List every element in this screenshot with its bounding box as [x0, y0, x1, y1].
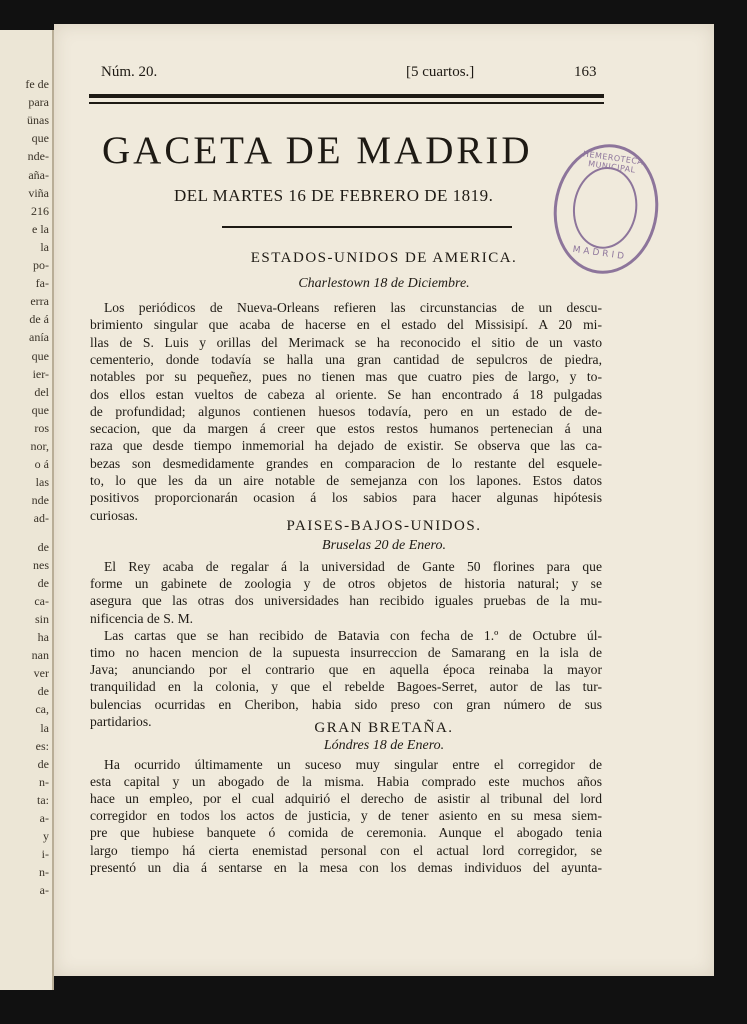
facing-page-edge	[0, 30, 54, 990]
facing-page-fragment: fa-	[35, 276, 49, 291]
article-text-line: El Rey acaba de regalar á la universidad de Gante 50 florines para que	[104, 559, 602, 574]
facing-page-fragment: ad-	[33, 511, 49, 526]
stamp-bottom-text: MADRID	[571, 244, 628, 263]
facing-page-fragment: que	[31, 402, 49, 417]
article-text-line: positivos proporcionarán ocasion á los sabios para hacer algunas hipótesis	[90, 490, 602, 506]
article-text-line: hace un empleo, por el cual adquirió el derecho de asistir al tribunal del lord	[90, 791, 602, 807]
facing-page-fragment: aña-	[28, 167, 49, 182]
facing-page-fragment: nan	[31, 648, 49, 663]
article-text-line: curiosas.	[90, 507, 138, 523]
article-text-line: raza que desde tiempo inmemorial ha dejado de existir. Se observa que las ca-	[90, 438, 602, 454]
article-text-line: largo tiempo há cierta enemistad personal con el actual lord corregidor, se	[90, 842, 602, 858]
facing-page-fragment: ros	[34, 420, 49, 435]
section-heading: PAISES-BAJOS-UNIDOS.	[286, 518, 482, 534]
article-text-line: partidarios.	[90, 713, 152, 729]
facing-page-fragment: para	[28, 95, 49, 110]
article-text-line: Java; anunciando por el contrario que en aquella época reinaba la mayor	[90, 662, 602, 678]
facing-page-fragment: la	[40, 720, 49, 735]
facing-page-fragment: n-	[39, 865, 49, 880]
facing-page-fragment: a-	[39, 811, 49, 825]
article-text-line: dos ellos estan vueltos de cabeza al oriente. Se han encontrado á 18 pulgadas	[90, 386, 602, 402]
facing-page-fragment: i-	[41, 847, 49, 862]
section-heading: ESTADOS-UNIDOS DE AMERICA.	[250, 250, 518, 266]
article-text-line: to, lo que les da un aire notable de semejanza con los lapones. Estos datos	[90, 473, 602, 488]
section-heading: GRAN BRETAÑA.	[314, 720, 454, 736]
article-text-line: corregidor en todos los actos de justicia, y de tener asiento en su mesa siem-	[90, 808, 602, 824]
article-text-line: presentó un dia á sentarse en la mesa con los demas individuos del ayunta-	[90, 859, 602, 875]
facing-page-fragment: las	[35, 475, 49, 490]
newspaper-page	[54, 24, 714, 976]
section-dateline: Bruselas 20 de Enero.	[322, 538, 446, 553]
facing-page-fragment: anía	[29, 330, 49, 345]
facing-page-fragment: nde-	[27, 149, 49, 164]
facing-page-fragment: ver	[33, 666, 49, 681]
article-text-line: brimiento singular que acaba de hacerse en el estado del Missisipí. A 20 mi-	[90, 317, 602, 333]
article-text-line: forme un gabinete de zoologia y de otros objetos de historia natural; y se	[90, 576, 602, 592]
facing-page-fragment: n-	[39, 774, 49, 789]
facing-page-fragment: 216	[31, 203, 49, 218]
facing-page-fragment: po-	[33, 258, 49, 272]
facing-page-fragment: fe de	[25, 77, 49, 91]
article-text-line: bezas son desmedidamente grandes en comparacion de lo restante del esquele-	[90, 455, 602, 471]
facing-page-fragment: e la	[32, 221, 49, 236]
section-dateline: Lóndres 18 de Enero.	[323, 738, 445, 753]
facing-page-fragment: a-	[39, 883, 49, 898]
facing-page-fragment: de á	[29, 312, 49, 327]
facing-page-fragment: ca,	[35, 702, 49, 717]
facing-page-fragment: viña	[28, 185, 49, 200]
facing-page-fragment: ünas	[27, 113, 49, 128]
article-text-line: cementerio, donde todavía se halla una gran cantidad de sepulcros de piedra,	[90, 351, 602, 367]
facing-page-fragment: que	[31, 348, 49, 363]
article-text-line: bulencias ocurridas en Cheribon, habia sido preso con gran número de sus	[90, 696, 602, 712]
article-text-line: asegura que las otras dos universidades han recibido iguales pruebas de la mu-	[90, 593, 602, 609]
facing-page-fragment: de	[37, 539, 49, 554]
facing-page-fragment: de	[37, 684, 49, 699]
header-rule	[89, 94, 604, 104]
article-text-line: pre que hubiese banquete ó comida de ceremonia. Aunque el abogado tenia	[90, 825, 602, 841]
article-text-line: nificencia de S. M.	[90, 610, 194, 626]
article-text-line: Las cartas que se han recibido de Batavia con fecha de 1.º de Octubre úl-	[104, 627, 602, 643]
facing-page-fragment: ier-	[32, 366, 49, 381]
stamp-top-text: HEMEROTECA MUNICIPAL	[582, 149, 644, 175]
facing-page-fragment: nde	[31, 493, 49, 508]
article-text-line: esta capital y un abogado de la misma. Habia comprado este muchos años	[90, 774, 602, 790]
facing-page-fragment: del	[34, 384, 49, 399]
article-text-line: de profundidad; algunos contienen huesos todavía, pero en un estado de de-	[90, 403, 602, 419]
facing-page-fragment: de	[37, 575, 49, 590]
facing-page-fragment: ha	[37, 630, 49, 644]
masthead-title: GACETA DE MADRID	[102, 129, 533, 172]
facing-page-fragment: o á	[34, 457, 49, 472]
dateline-rule	[222, 226, 512, 228]
facing-page-fragment: erra	[30, 294, 49, 309]
price-label: [5 cuartos.]	[406, 64, 475, 80]
stamp-inner-ring	[568, 163, 643, 253]
facing-page-fragment: sin	[34, 611, 49, 626]
facing-page-fragment: la	[40, 239, 49, 254]
page-number: 163	[574, 64, 597, 80]
article-text-line: notables por su pequeñez, pues no tienen mas que cuatro pies de largo, y to-	[90, 369, 602, 385]
article-text-line: Los periódicos de Nueva-Orleans refieren las circunstancias de un descu-	[104, 300, 602, 315]
facing-page-fragment: ta:	[37, 792, 49, 807]
facing-page-fragment: que	[31, 131, 49, 146]
facing-page-fragment: es:	[35, 738, 49, 753]
article-text-line: tranquilidad en la colonia, y que el rebelde Bagoes-Serret, autor de las tur-	[90, 679, 602, 695]
facing-page-fragment: y	[43, 829, 49, 844]
article-text-line: secacion, que da margen á creer que estos restos humanos pertenecian á una	[90, 421, 602, 437]
facing-page-fragment: de	[37, 756, 49, 771]
dateline: DEL MARTES 16 DE FEBRERO DE 1819.	[174, 186, 494, 205]
facing-page-fragment: ca-	[34, 593, 49, 608]
issue-number: Núm. 20.	[101, 64, 158, 80]
article-text-line: llas de S. Luis y orillas del Merimack se ha reconocido el sitio de un vasto	[90, 334, 602, 350]
section-dateline: Charlestown 18 de Diciembre.	[298, 276, 470, 291]
article-text-line: Ha ocurrido últimamente un suceso muy singular entre el corregidor de	[104, 757, 602, 772]
article-text-line: timo no hacen mencion de la supuesta insurreccion de Samarang en la isla de	[90, 645, 602, 660]
facing-page-fragment: nor,	[30, 439, 49, 453]
facing-page-fragment: nes	[33, 557, 49, 572]
